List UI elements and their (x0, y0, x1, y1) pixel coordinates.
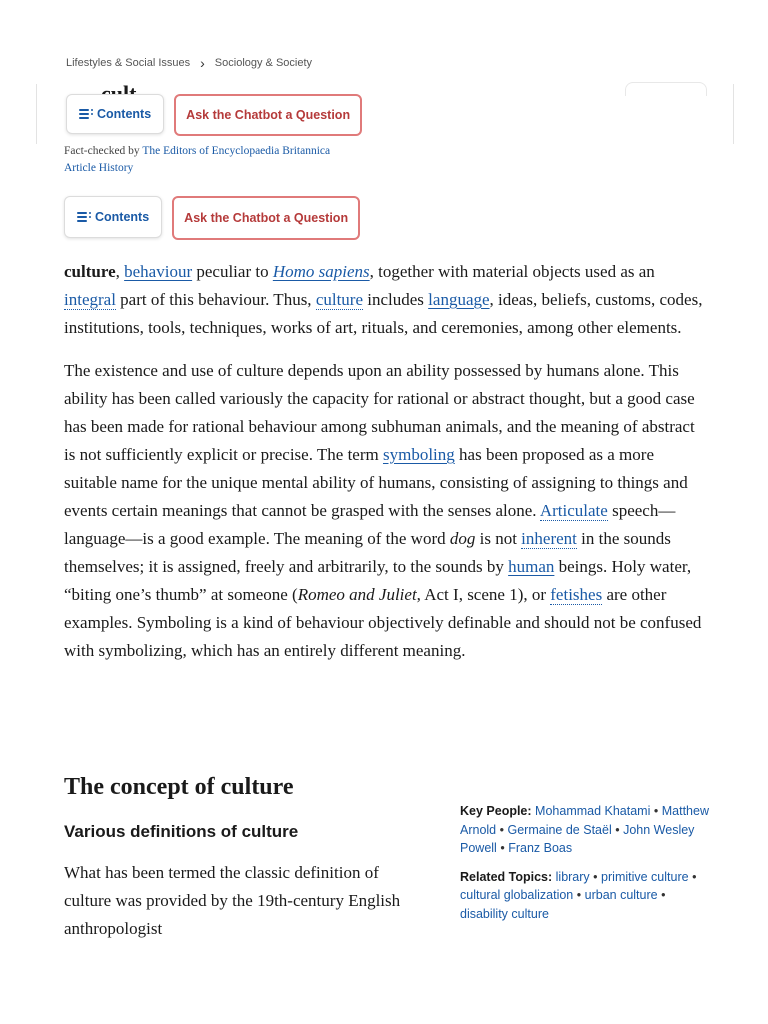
factcheck-prefix: Fact-checked by (64, 145, 140, 157)
text-run: beings. Holy water, “biting one’s thumb” at someone ( (64, 557, 692, 604)
text-run: includes (363, 290, 429, 309)
link-articulate[interactable]: Articulate (539, 501, 608, 520)
link-behaviour[interactable]: behaviour (124, 262, 193, 281)
sticky-title-fragment (101, 82, 141, 94)
link-homo-sapiens[interactable]: Homo sapiens (272, 262, 370, 281)
sticky-contents-button[interactable] (66, 94, 164, 134)
chatbot-button[interactable] (172, 196, 360, 240)
separator: • (576, 888, 582, 902)
key-person-link[interactable]: Matthew Arnold (460, 804, 709, 837)
link-fetishes[interactable]: fetishes (550, 585, 603, 604)
related-topics-label: Related Topics: (460, 869, 553, 884)
separator: • (661, 888, 666, 902)
related-topic-link[interactable]: cultural globalization (460, 888, 574, 902)
section-heading: The concept of culture (64, 774, 294, 800)
text-run: The existence and use of culture depends upon an ability possessed by humans alone. This ability has been called variously the capacity for rational or abstract thought, but a good case has been made for rational behaviour among subhuman animals, and the meaning of abstract is not sufficiently explicit or precise. The term (64, 361, 695, 464)
term-culture: culture (64, 262, 116, 281)
subsection-heading: Various definitions of culture (64, 822, 299, 841)
separator: • (692, 869, 697, 884)
key-person-link[interactable]: Germaine de Staël (507, 822, 612, 837)
chatbot-label: Ask the Chatbot a Question (184, 211, 349, 225)
title-romeo-juliet: Romeo and Juliet (297, 585, 417, 604)
text-run: are other examples. Symboling is a kind of behaviour objectively definable and should not be confused with symbolizing, which has an entirely different meaning. (64, 585, 702, 660)
topic-sidebar (460, 802, 710, 933)
related-topic-link[interactable]: primitive culture (601, 869, 689, 884)
key-person-link[interactable]: Franz Boas (508, 841, 573, 855)
separator: • (500, 841, 505, 855)
sticky-toolbar (66, 94, 362, 136)
intro-paragraph (64, 258, 706, 342)
sticky-contents-label: Contents (97, 107, 152, 121)
word-dog: dog (449, 529, 476, 548)
article-body (64, 258, 706, 680)
text-run: peculiar to (192, 262, 273, 281)
link-symboling[interactable]: symboling (382, 445, 455, 464)
related-topic-link[interactable]: library (555, 869, 590, 884)
sticky-header (36, 84, 734, 144)
article-toolbar (64, 196, 360, 240)
link-language[interactable]: language (428, 290, 490, 309)
text-run: , (115, 262, 125, 281)
text-run: in the sounds themselves; it is assigned, freely and arbitrarily, to the sounds by (64, 529, 671, 576)
factcheck-editors-link[interactable]: The Editors of Encyclopaedia Britannica (142, 145, 331, 157)
contents-label: Contents (95, 210, 150, 224)
factcheck-block (64, 143, 330, 177)
key-people-group (460, 802, 710, 858)
link-human[interactable]: human (508, 557, 555, 576)
chevron-right-icon: › (200, 55, 205, 71)
link-culture[interactable]: culture (315, 290, 364, 309)
separator: • (499, 822, 505, 837)
key-people-label: Key People: (460, 804, 532, 818)
link-inherent[interactable]: inherent (521, 529, 577, 548)
separator: • (615, 822, 620, 837)
article-history-link[interactable]: Article History (64, 162, 134, 174)
text-run: , together with material objects used as an (369, 262, 655, 281)
contents-button[interactable] (64, 196, 162, 238)
link-integral[interactable]: integral (64, 290, 116, 309)
breadcrumb-item-sociology[interactable]: Sociology & Society (214, 57, 313, 69)
symboling-paragraph (64, 357, 706, 665)
text-run: , ideas, beliefs, customs, codes, institutions, tools, techniques, works of art, rituals, and ceremonies, among other elements. (64, 290, 703, 337)
separator: • (653, 804, 659, 818)
share-button-ghost[interactable] (625, 82, 707, 96)
text-run: part of this behaviour. Thus, (115, 290, 316, 309)
text-run: speech—language—is a good example. The meaning of the word (64, 501, 676, 548)
related-topic-link[interactable]: disability culture (460, 906, 549, 921)
separator: • (593, 869, 598, 884)
key-person-link[interactable]: John Wesley Powell (460, 822, 695, 855)
breadcrumb (66, 56, 312, 70)
related-topic-link[interactable]: urban culture (584, 888, 658, 902)
menu-list-icon (77, 212, 91, 222)
definitions-paragraph: What has been termed the classic definition of culture was provided by the 19th-century English anthropologist (64, 863, 401, 938)
text-run: is not (475, 529, 522, 548)
menu-list-icon (79, 109, 93, 119)
related-topics-group (460, 868, 710, 924)
text-run: has been proposed as a more suitable name for the unique mental ability of humans, consisting of assigning to things and events certain meanings that cannot be grasped with the senses alone. (64, 445, 688, 520)
sticky-chatbot-label: Ask the Chatbot a Question (186, 108, 351, 122)
key-person-link[interactable]: Mohammad Khatami (535, 804, 651, 818)
text-run: , Act I, scene 1), or (416, 585, 551, 604)
sticky-chatbot-button[interactable] (174, 94, 362, 136)
breadcrumb-item-lifestyles[interactable]: Lifestyles & Social Issues (66, 57, 191, 69)
